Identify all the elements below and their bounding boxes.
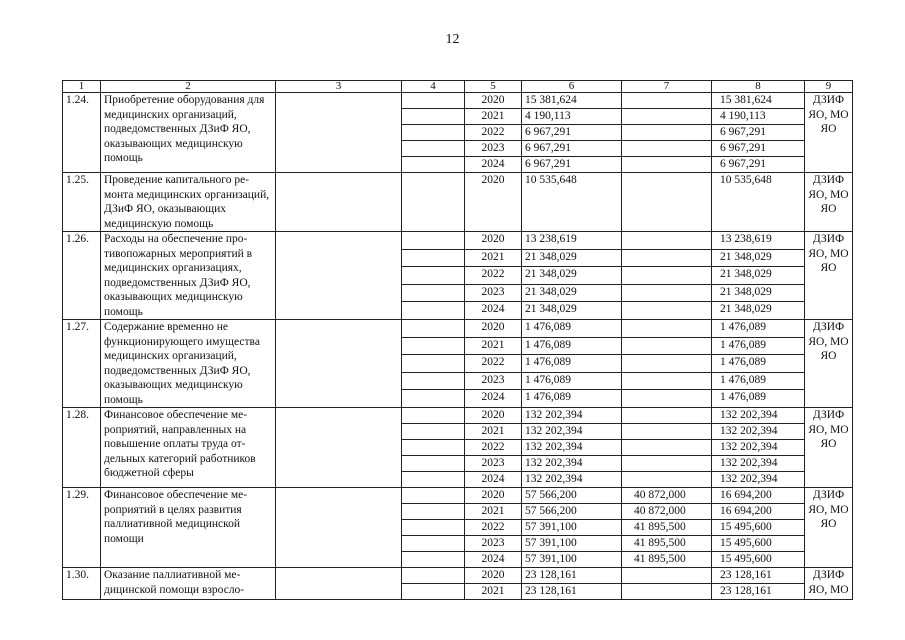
amount-federal [622, 355, 712, 373]
executor: ДЗИФ ЯО, МО ЯО [805, 488, 853, 568]
amount-federal [622, 472, 712, 488]
column-header: 3 [276, 81, 402, 93]
page-number: 12 [445, 32, 460, 47]
item-title: Финансовое обеспечение мероприятий в целях развития паллиативной медицинской помощи [101, 488, 276, 568]
cell-col4 [402, 408, 465, 424]
amount-federal [622, 157, 712, 173]
table-row [63, 320, 853, 338]
amount-federal [622, 125, 712, 141]
executor: ДЗИФ ЯО, МО ЯО [805, 408, 853, 488]
cell-col4 [402, 141, 465, 157]
year-cell: 2022 [465, 520, 522, 536]
cell-col4 [402, 302, 465, 320]
amount-regional: 132 202,394 [712, 456, 805, 472]
cell-col4 [402, 173, 465, 232]
amount-total: 4 190,113 [522, 109, 622, 125]
amount-regional: 132 202,394 [712, 408, 805, 424]
year-cell: 2024 [465, 157, 522, 173]
amount-regional: 15 381,624 [712, 93, 805, 109]
item-number: 1.30. [63, 568, 101, 600]
cell-col4 [402, 456, 465, 472]
cell-col4 [402, 568, 465, 584]
table-row [63, 568, 853, 584]
column-header: 7 [622, 81, 712, 93]
amount-regional: 21 348,029 [712, 302, 805, 320]
item-number: 1.29. [63, 488, 101, 568]
amount-federal [622, 568, 712, 584]
amount-regional: 23 128,161 [712, 568, 805, 584]
amount-total: 57 566,200 [522, 488, 622, 504]
executor: ДЗИФ ЯО, МО ЯО [805, 320, 853, 408]
item-title: Оказание паллиативной медицинской помощи взросло- [101, 568, 276, 600]
year-cell: 2022 [465, 125, 522, 141]
amount-federal [622, 390, 712, 408]
cell-col4 [402, 109, 465, 125]
amount-regional: 4 190,113 [712, 109, 805, 125]
year-cell: 2023 [465, 284, 522, 302]
year-cell: 2020 [465, 320, 522, 338]
table-row [63, 232, 853, 250]
amount-total: 57 391,100 [522, 552, 622, 568]
year-cell: 2021 [465, 504, 522, 520]
cell-col3 [276, 93, 402, 173]
cell-col4 [402, 488, 465, 504]
amount-federal [622, 424, 712, 440]
year-cell: 2021 [465, 337, 522, 355]
cell-col4 [402, 520, 465, 536]
amount-total: 57 391,100 [522, 520, 622, 536]
cell-col3 [276, 488, 402, 568]
amount-regional: 16 694,200 [712, 504, 805, 520]
amount-total: 6 967,291 [522, 125, 622, 141]
amount-federal: 41 895,500 [622, 536, 712, 552]
year-cell: 2023 [465, 141, 522, 157]
cell-col4 [402, 355, 465, 373]
amount-federal [622, 141, 712, 157]
amount-federal [622, 456, 712, 472]
amount-regional: 15 495,600 [712, 536, 805, 552]
amount-total: 1 476,089 [522, 355, 622, 373]
amount-federal: 40 872,000 [622, 504, 712, 520]
amount-federal [622, 267, 712, 285]
amount-total: 1 476,089 [522, 390, 622, 408]
cell-col3 [276, 232, 402, 320]
item-title: Финансовое обеспечение мероприятий, направленных на повышение оплаты труда отдельных категорий работников бюджетной сферы [101, 408, 276, 488]
cell-col4 [402, 536, 465, 552]
amount-regional: 132 202,394 [712, 440, 805, 456]
amount-federal [622, 320, 712, 338]
year-cell: 2020 [465, 232, 522, 250]
column-header: 1 [63, 81, 101, 93]
amount-regional: 21 348,029 [712, 249, 805, 267]
cell-col4 [402, 249, 465, 267]
column-header: 4 [402, 81, 465, 93]
cell-col4 [402, 284, 465, 302]
amount-regional: 132 202,394 [712, 424, 805, 440]
amount-regional: 132 202,394 [712, 472, 805, 488]
amount-total: 15 381,624 [522, 93, 622, 109]
cell-col4 [402, 472, 465, 488]
amount-regional: 1 476,089 [712, 355, 805, 373]
amount-total: 23 128,161 [522, 584, 622, 600]
column-header: 2 [101, 81, 276, 93]
amount-federal [622, 232, 712, 250]
year-cell: 2023 [465, 536, 522, 552]
amount-regional: 1 476,089 [712, 390, 805, 408]
year-cell: 2020 [465, 93, 522, 109]
amount-regional: 6 967,291 [712, 125, 805, 141]
year-cell: 2022 [465, 267, 522, 285]
year-cell: 2020 [465, 408, 522, 424]
item-number: 1.25. [63, 173, 101, 232]
amount-federal [622, 408, 712, 424]
amount-federal [622, 372, 712, 390]
cell-col4 [402, 125, 465, 141]
amount-regional: 10 535,648 [712, 173, 805, 232]
year-cell: 2020 [465, 568, 522, 584]
amount-federal: 40 872,000 [622, 488, 712, 504]
amount-total: 132 202,394 [522, 472, 622, 488]
amount-regional: 1 476,089 [712, 372, 805, 390]
year-cell: 2023 [465, 372, 522, 390]
cell-col3 [276, 408, 402, 488]
column-header: 8 [712, 81, 805, 93]
amount-total: 132 202,394 [522, 440, 622, 456]
year-cell: 2021 [465, 584, 522, 600]
cell-col4 [402, 390, 465, 408]
amount-total: 1 476,089 [522, 320, 622, 338]
amount-total: 57 566,200 [522, 504, 622, 520]
amount-federal [622, 337, 712, 355]
cell-col4 [402, 93, 465, 109]
amount-regional: 23 128,161 [712, 584, 805, 600]
cell-col4 [402, 372, 465, 390]
year-cell: 2020 [465, 173, 522, 232]
cell-col4 [402, 424, 465, 440]
amount-total: 1 476,089 [522, 337, 622, 355]
amount-regional: 15 495,600 [712, 520, 805, 536]
amount-total: 57 391,100 [522, 536, 622, 552]
cell-col4 [402, 552, 465, 568]
cell-col4 [402, 267, 465, 285]
amount-federal [622, 249, 712, 267]
cell-col4 [402, 440, 465, 456]
table-row [63, 93, 853, 109]
year-cell: 2021 [465, 249, 522, 267]
amount-regional: 6 967,291 [712, 141, 805, 157]
amount-total: 21 348,029 [522, 284, 622, 302]
amount-total: 132 202,394 [522, 408, 622, 424]
year-cell: 2022 [465, 355, 522, 373]
amount-regional: 1 476,089 [712, 337, 805, 355]
item-title: Проведение капитального ремонта медицинских организаций, ДЗиФ ЯО, оказывающих медицинскую помощь [101, 173, 276, 232]
cell-col4 [402, 320, 465, 338]
header-row [63, 81, 853, 93]
amount-total: 6 967,291 [522, 157, 622, 173]
amount-total: 13 238,619 [522, 232, 622, 250]
table-row [63, 488, 853, 504]
table-row [63, 173, 853, 232]
amount-total: 21 348,029 [522, 302, 622, 320]
amount-federal [622, 284, 712, 302]
executor: ДЗИФ ЯО, МО ЯО [805, 173, 853, 232]
executor: ДЗИФ ЯО, МО ЯО [805, 93, 853, 173]
amount-federal [622, 302, 712, 320]
year-cell: 2021 [465, 424, 522, 440]
table-row [63, 408, 853, 424]
cell-col3 [276, 320, 402, 408]
cell-col3 [276, 173, 402, 232]
amount-regional: 21 348,029 [712, 267, 805, 285]
amount-regional: 13 238,619 [712, 232, 805, 250]
column-header: 6 [522, 81, 622, 93]
cell-col4 [402, 504, 465, 520]
amount-regional: 16 694,200 [712, 488, 805, 504]
column-header: 5 [465, 81, 522, 93]
amount-total: 23 128,161 [522, 568, 622, 584]
amount-federal [622, 584, 712, 600]
year-cell: 2024 [465, 302, 522, 320]
item-title: Содержание временно не функционирующего имущества медицинских организаций, подведомственных ДЗиФ ЯО, оказывающих медицинскую помощь [101, 320, 276, 408]
year-cell: 2020 [465, 488, 522, 504]
amount-federal: 41 895,500 [622, 520, 712, 536]
item-title: Расходы на обеспечение противопожарных мероприятий в медицинских организациях, подведомственных ДЗиФ ЯО, оказывающих медицинскую помощь [101, 232, 276, 320]
amount-federal [622, 93, 712, 109]
year-cell: 2023 [465, 456, 522, 472]
year-cell: 2024 [465, 552, 522, 568]
executor: ДЗИФ ЯО, МО [805, 568, 853, 600]
item-number: 1.28. [63, 408, 101, 488]
year-cell: 2022 [465, 440, 522, 456]
amount-total: 132 202,394 [522, 424, 622, 440]
item-number: 1.24. [63, 93, 101, 173]
amount-regional: 1 476,089 [712, 320, 805, 338]
item-title: Приобретение оборудования для медицинских организаций, подведомственных ДЗиФ ЯО, оказывающих медицинскую помощь [101, 93, 276, 173]
item-number: 1.26. [63, 232, 101, 320]
amount-federal: 41 895,500 [622, 552, 712, 568]
year-cell: 2021 [465, 109, 522, 125]
amount-regional: 6 967,291 [712, 157, 805, 173]
amount-total: 1 476,089 [522, 372, 622, 390]
amount-total: 132 202,394 [522, 456, 622, 472]
cell-col4 [402, 157, 465, 173]
cell-col4 [402, 337, 465, 355]
budget-table [62, 80, 853, 600]
amount-total: 21 348,029 [522, 267, 622, 285]
amount-regional: 21 348,029 [712, 284, 805, 302]
column-header: 9 [805, 81, 853, 93]
amount-total: 21 348,029 [522, 249, 622, 267]
item-number: 1.27. [63, 320, 101, 408]
amount-federal [622, 440, 712, 456]
year-cell: 2024 [465, 390, 522, 408]
amount-regional: 15 495,600 [712, 552, 805, 568]
cell-col3 [276, 568, 402, 600]
amount-total: 10 535,648 [522, 173, 622, 232]
amount-federal [622, 109, 712, 125]
cell-col4 [402, 232, 465, 250]
cell-col4 [402, 584, 465, 600]
executor: ДЗИФ ЯО, МО ЯО [805, 232, 853, 320]
amount-federal [622, 173, 712, 232]
amount-total: 6 967,291 [522, 141, 622, 157]
year-cell: 2024 [465, 472, 522, 488]
